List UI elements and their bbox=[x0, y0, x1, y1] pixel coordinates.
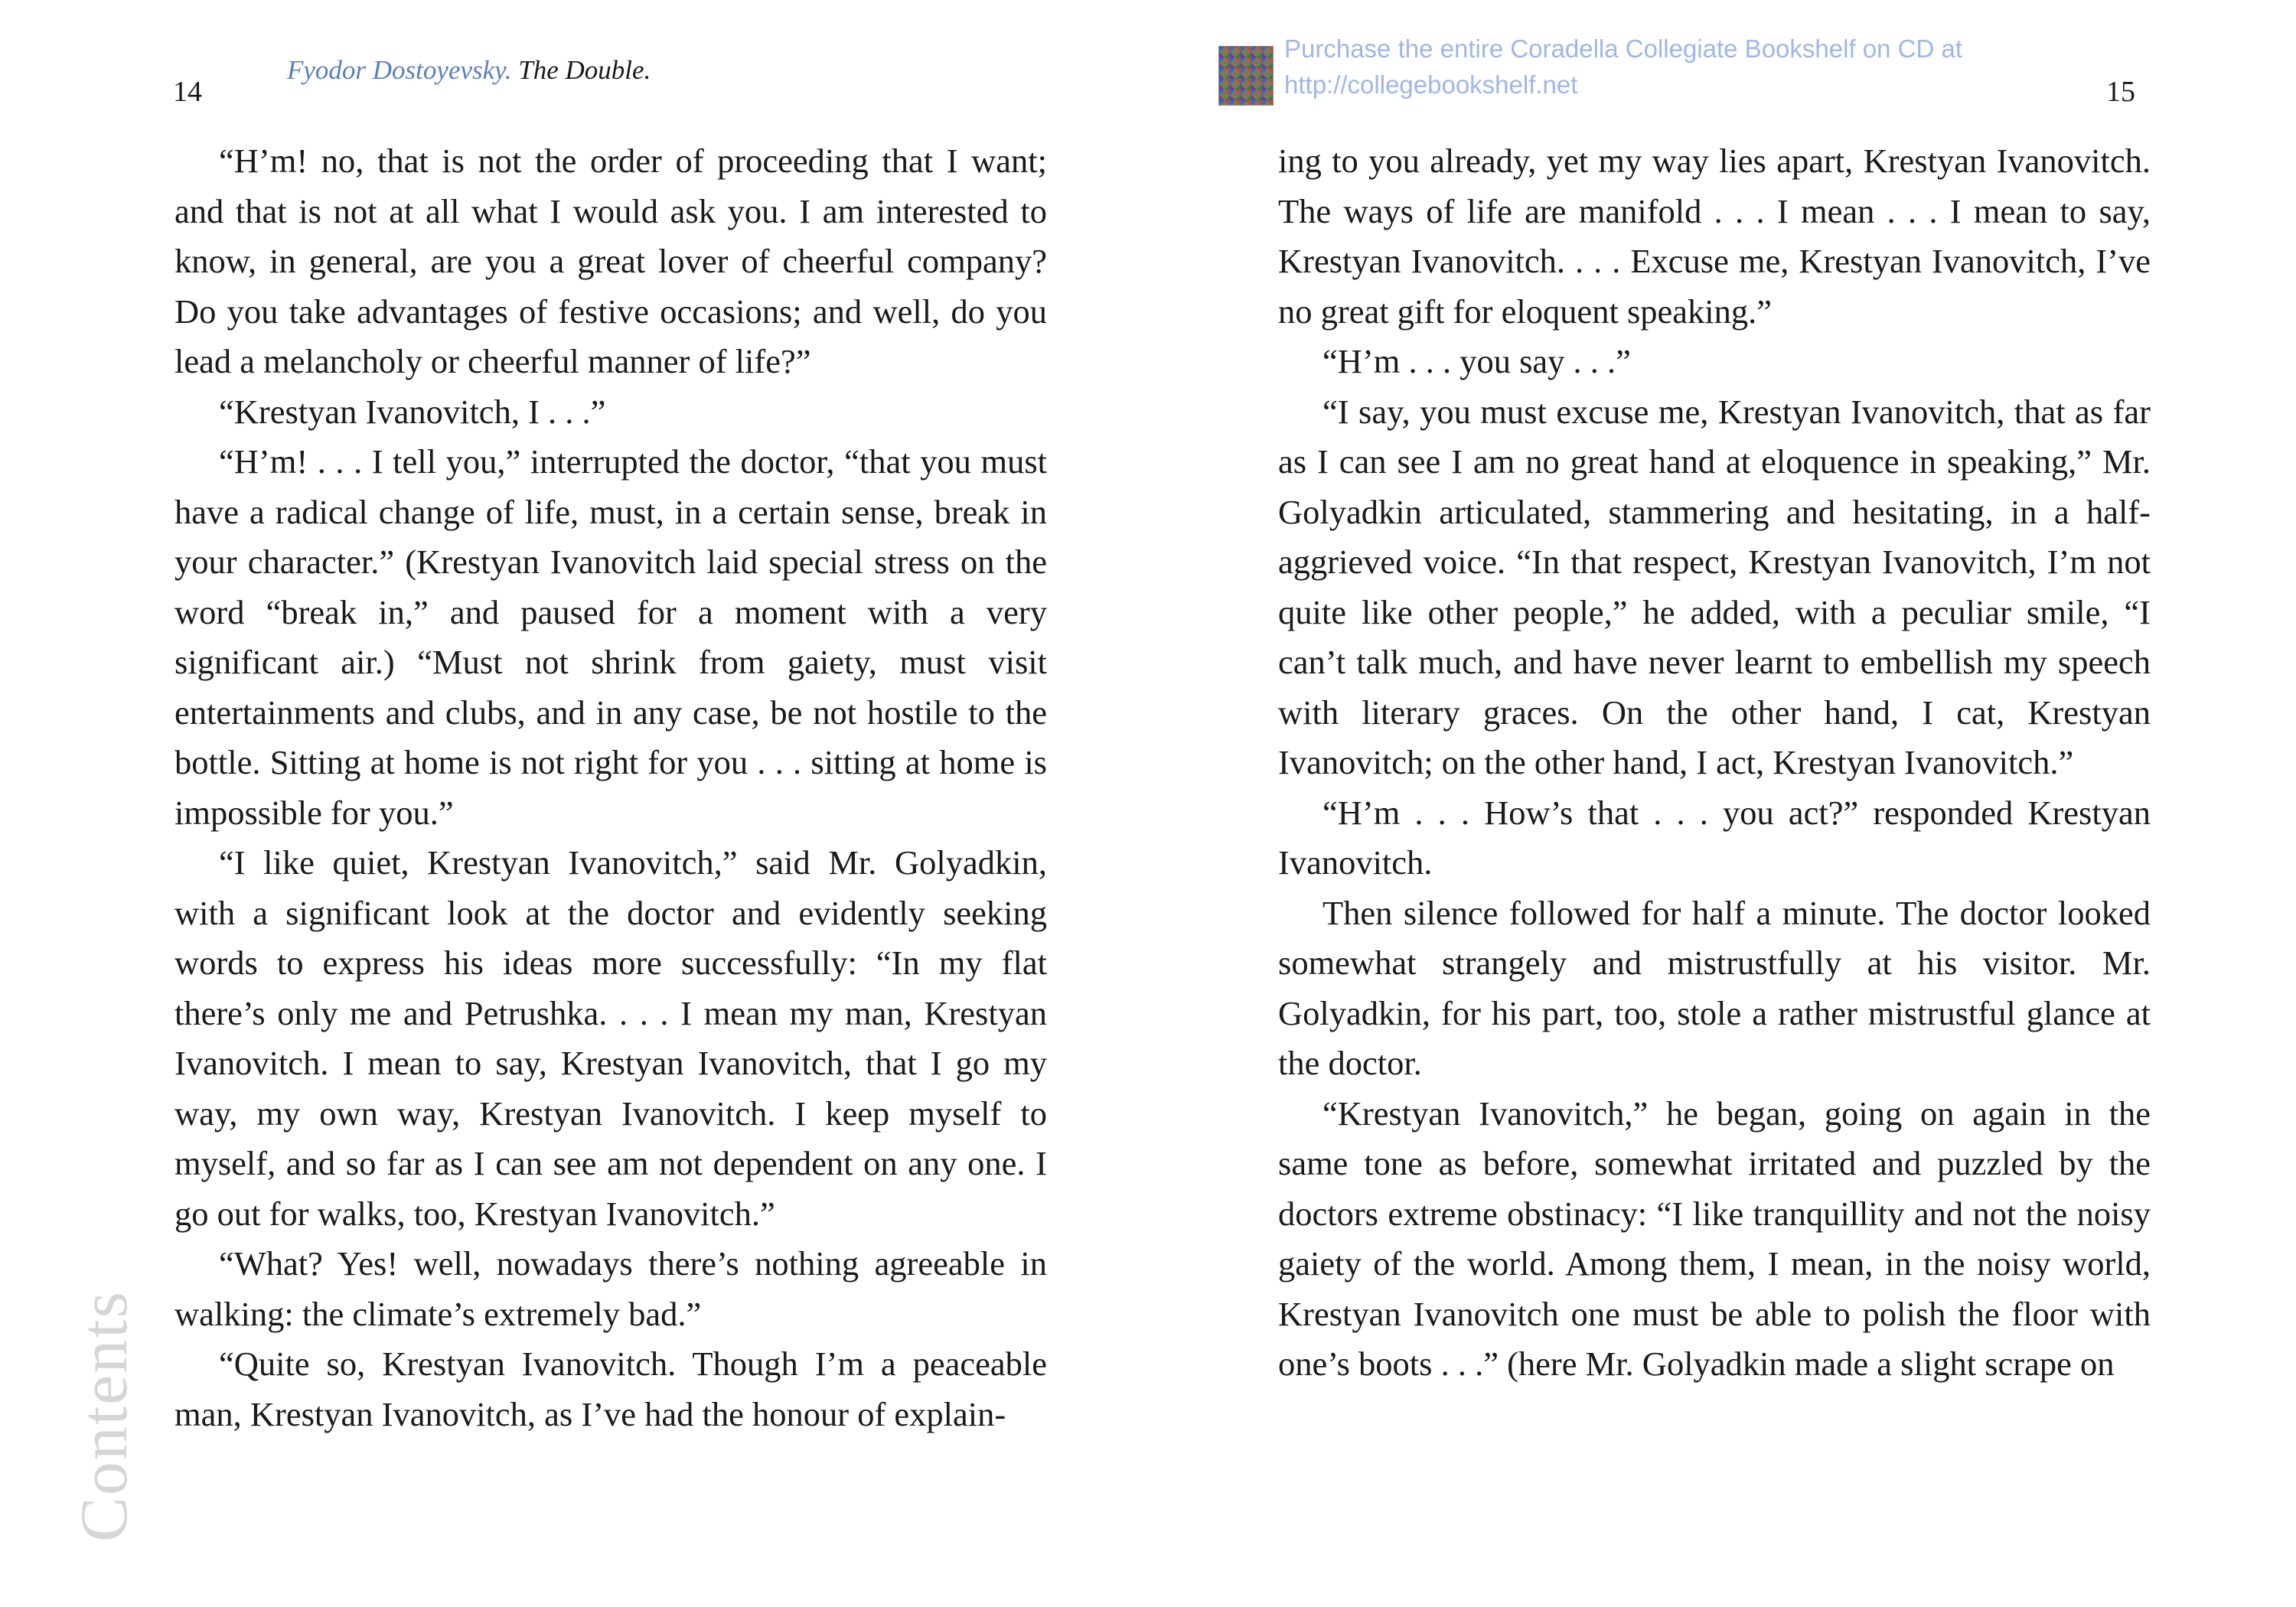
bookshelf-cd-icon[interactable] bbox=[1218, 46, 1274, 106]
paragraph: “H’m . . . How’s that . . . you act?” responded Krestyan Ivanovitch. bbox=[1278, 793, 2151, 882]
promo-text bbox=[1284, 31, 1962, 103]
running-head bbox=[287, 55, 651, 86]
author-link[interactable]: Fyodor Dostoyevsky. bbox=[287, 55, 512, 85]
paragraph: “Quite so, Krestyan Ivanovitch. Though I’m a peaceable man, Krestyan Ivanovitch, as I’ve had the honour of explain- bbox=[174, 1345, 1047, 1433]
paragraph: “H’m! . . . I tell you,” interrupted the doctor, “that you must have a radical change of life, must, in a certain sense, break in your character.” (Krestyan Ivanovitch laid special stress on the word “break in,” and paused for a moment with a very significant air.) “Must not shrink from gaiety, must visit entertainments and clubs, and in any case, be not hostile to the bottle. Sitting at home is not right for you . . . sitting at home is impossible for you.” bbox=[174, 442, 1047, 832]
paragraph: “I say, you must excuse me, Krestyan Ivanovitch, that as far as I can see I am no great hand at eloquence in speaking,” Mr. Golyadkin articulated, stammering and hesitating, in a half-aggrieved voice. “In that respect, Krestyan Ivanovitch, I’m not quite like other people,” he added, with a peculiar smile, “I can’t talk much, and have never learnt to embellish my speech with literary graces. On the other hand, I cat, Krestyan Ivanovitch; on the other hand, I act, Krestyan Ivanovitch.” bbox=[1278, 392, 2151, 781]
paragraph: Then silence followed for half a minute. The doctor looked somewhat strangely and mistrustfully at his visitor. Mr. Golyadkin, for his part, too, stole a rather mistrustful glance at the doctor. bbox=[1278, 893, 2151, 1082]
right-page-text bbox=[1278, 136, 2151, 1390]
page-number: 14 bbox=[173, 76, 202, 108]
promo-url-link[interactable]: http://collegebookshelf.net bbox=[1284, 70, 1578, 99]
paragraph-continuation: ing to you already, yet my way lies apart, Krestyan Ivanovitch. The ways of life are manifold . . . I mean . . . I mean to say, Krestyan Ivanovitch. . . . Excuse me, Krestyan Ivanovitch, I’ve no great gift for eloquent speaking.” bbox=[1278, 142, 2151, 331]
paragraph: “I like quiet, Krestyan Ivanovitch,” said Mr. Golyadkin, with a significant look at the doctor and evidently seeking words to express his ideas more successfully: “In my flat there’s only me and Petrushka. . . . I mean my man, Krestyan Ivanovitch. I mean to say, Krestyan Ivanovitch, that I go my way, my own way, Krestyan Ivanovitch. I keep myself to myself, and so far as I can see am not dependent on any one. I go out for walks, too, Krestyan Ivanovitch.” bbox=[174, 843, 1047, 1233]
paragraph: “H’m! no, that is not the order of proceeding that I want; and that is not at all what I would ask you. I am interested to know, in general, are you a great lover of cheerful company? Do you take advantages of festive occasions; and well, do you lead a melancholy or cheerful manner of life?” bbox=[174, 142, 1047, 380]
promo-banner bbox=[1218, 31, 1962, 106]
paragraph: “Krestyan Ivanovitch,” he began, going on again in the same tone as before, somewhat irritated and puzzled by the doctors extreme obstinacy: “I like tranquillity and not the noisy gaiety of the world. Among them, I mean, in the noisy world, Krestyan Ivanovitch one must be able to polish the floor with one’s boots . . .” (here Mr. Golyadkin made a slight scrape on bbox=[1278, 1094, 2151, 1383]
promo-link-text[interactable]: Purchase the entire Coradella Collegiate Bookshelf on CD at bbox=[1284, 34, 1963, 63]
page-number: 15 bbox=[2106, 76, 2135, 108]
book-title: The Double. bbox=[518, 55, 651, 85]
paragraph: “H’m . . . you say . . .” bbox=[1322, 342, 1631, 380]
right-page bbox=[1148, 0, 2296, 1607]
contents-tab-link[interactable]: Contents bbox=[67, 1290, 142, 1542]
left-page-text bbox=[174, 136, 1047, 1439]
paragraph: “What? Yes! well, nowadays there’s nothing agreeable in walking: the climate’s extremely bad.” bbox=[174, 1244, 1047, 1333]
paragraph: “Krestyan Ivanovitch, I . . .” bbox=[219, 392, 606, 431]
